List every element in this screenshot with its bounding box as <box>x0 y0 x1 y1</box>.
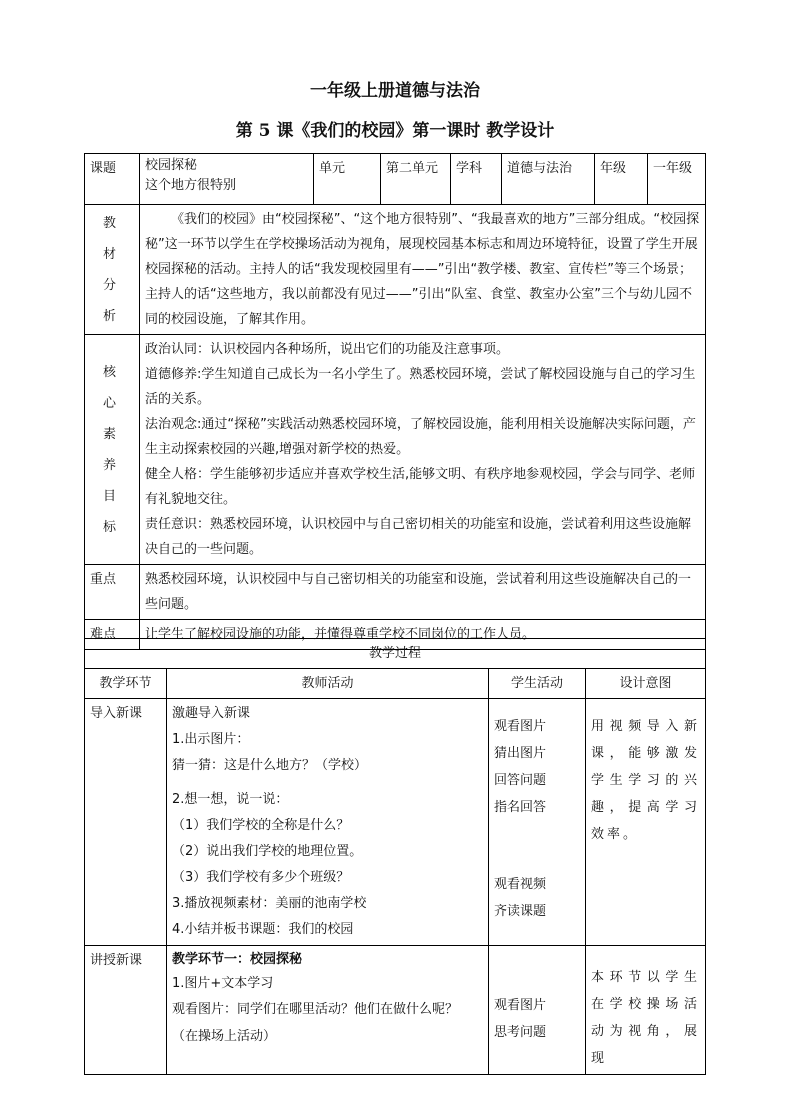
grade-label: 年级 <box>595 154 648 205</box>
lecture-intent: 本环节以学生在学校操场活动为视角，展现 <box>586 946 706 1075</box>
intro-teacher <box>167 699 489 946</box>
analysis-label <box>85 205 140 335</box>
header-intent: 设计意图 <box>586 669 706 699</box>
goals-label <box>85 335 140 565</box>
document-subtitle: 第 5 课《我们的校园》第一课时 教学设计 <box>235 121 555 141</box>
intro-student <box>489 699 586 946</box>
lecture-student <box>489 946 586 1075</box>
lecture-teacher-title: 教学环节一：校园探秘 <box>172 952 303 967</box>
header-teacher: 教师活动 <box>167 669 489 699</box>
key-label: 重点 <box>85 565 140 620</box>
header-student: 学生活动 <box>489 669 586 699</box>
goal-item: 法治观念:通过“探秘”实践活动熟悉校园环境，了解校园设施，能利用相关设施解决实际问题，产生主动探索校园的兴趣,增强对新学校的热爱。 <box>145 417 696 457</box>
student-line: 观看图片 <box>494 719 547 734</box>
topic-label: 课题 <box>85 154 140 205</box>
goals-text <box>140 335 706 565</box>
process-title: 教学过程 <box>85 639 706 669</box>
teacher-line: （3）我们学校有多少个班级？ <box>172 870 350 885</box>
student-line: 齐读课题 <box>494 904 547 919</box>
lecture-teacher <box>167 946 489 1075</box>
analysis-text: 《我们的校园》由“校园探秘”、“这个地方很特别”、“我最喜欢的地方”三部分组成。“校园探秘”这一环节以学生在学校操场活动为视角，展现校园基本标志和周边环境特征，设置了学生开展校园探秘的活动。主持人的话“我发现校园里有——”引出“教学楼、教室、宣传栏”等三个场景；主持人的话“这些地方，我以前都没有见过——”引出“队室、食堂、教室办公室”三个与幼儿园不同的校园设施，了解其作用。 <box>140 205 706 335</box>
teacher-line: 2.想一想，说一说： <box>172 792 289 807</box>
teacher-line: （2）说出我们学校的地理位置。 <box>172 844 363 859</box>
key-text: 熟悉校园环境，认识校园中与自己密切相关的功能室和设施，尝试着利用这些设施解决自己的一些问题。 <box>140 565 706 620</box>
teacher-line: 观看图片：同学们在哪里活动？他们在做什么呢？ <box>172 1002 459 1017</box>
teacher-line: 1.图片+文本学习 <box>172 976 274 991</box>
teacher-line: 1.出示图片： <box>172 732 250 747</box>
grade-value: 一年级 <box>648 154 706 205</box>
analysis-label-line-2: 分 析 <box>102 277 124 324</box>
student-line: 观看视频 <box>494 877 547 892</box>
student-line: 回答问题 <box>494 773 547 788</box>
intro-intent: 用视频导入新课，能够激发学生学习的兴趣，提高学习效率。 <box>586 699 706 946</box>
lecture-stage: 讲授新课 <box>85 946 167 1075</box>
subject-value: 道德与法治 <box>502 154 595 205</box>
intro-stage: 导入新课 <box>85 699 167 946</box>
goals-label-line-3: 目 标 <box>102 488 124 535</box>
topic-value <box>140 154 314 205</box>
teacher-line: （1）我们学校的全称是什么？ <box>172 818 350 833</box>
student-line: 思考问题 <box>494 1025 547 1040</box>
student-line: 指名回答 <box>494 800 547 815</box>
difficulty-label: 难点 <box>85 620 140 650</box>
lesson-info-table <box>84 153 706 650</box>
teacher-line: 4.小结并板书课题：我们的校园 <box>172 922 354 937</box>
document-title: 一年级上册道德与法治 <box>310 81 480 101</box>
goal-item: 健全人格：学生能够初步适应并喜欢学校生活,能够文明、有秩序地参观校园，学会与同学、老师有礼貌地交往。 <box>145 467 696 507</box>
header-stage: 教学环节 <box>85 669 167 699</box>
teacher-line: 猜一猜：这是什么地方？（学校） <box>172 758 368 773</box>
teacher-line: 激趣导入新课 <box>172 706 251 721</box>
goals-label-line-1: 核 心 <box>102 364 124 411</box>
goal-item: 政治认同：认识校园内各种场所，说出它们的功能及注意事项。 <box>145 342 510 357</box>
topic-value-line-1: 校园探秘 <box>145 158 198 173</box>
difficulty-text: 让学生了解校园设施的功能，并懂得尊重学校不同岗位的工作人员。 <box>140 620 706 650</box>
unit-label: 单元 <box>314 154 381 205</box>
student-line: 观看图片 <box>494 998 547 1013</box>
analysis-label-line-1: 教 材 <box>102 215 124 262</box>
goal-item: 责任意识：熟悉校园环境，认识校园中与自己密切相关的功能室和设施，尝试着利用这些设施解决自己的一些问题。 <box>145 517 692 557</box>
teacher-line: 3.播放视频素材：美丽的池南学校 <box>172 896 367 911</box>
goal-item: 道德修养:学生知道自己成长为一名小学生了。熟悉校园环境，尝试了解校园设施与自己的学习生活的关系。 <box>145 367 696 407</box>
teaching-process-table <box>84 638 706 1075</box>
goals-label-line-2: 素 养 <box>102 426 124 473</box>
teacher-line: （在操场上活动） <box>172 1029 277 1044</box>
subject-label: 学科 <box>451 154 502 205</box>
student-line: 猜出图片 <box>494 746 547 761</box>
unit-value: 第二单元 <box>381 154 451 205</box>
topic-value-line-2: 这个地方很特别 <box>145 178 237 193</box>
